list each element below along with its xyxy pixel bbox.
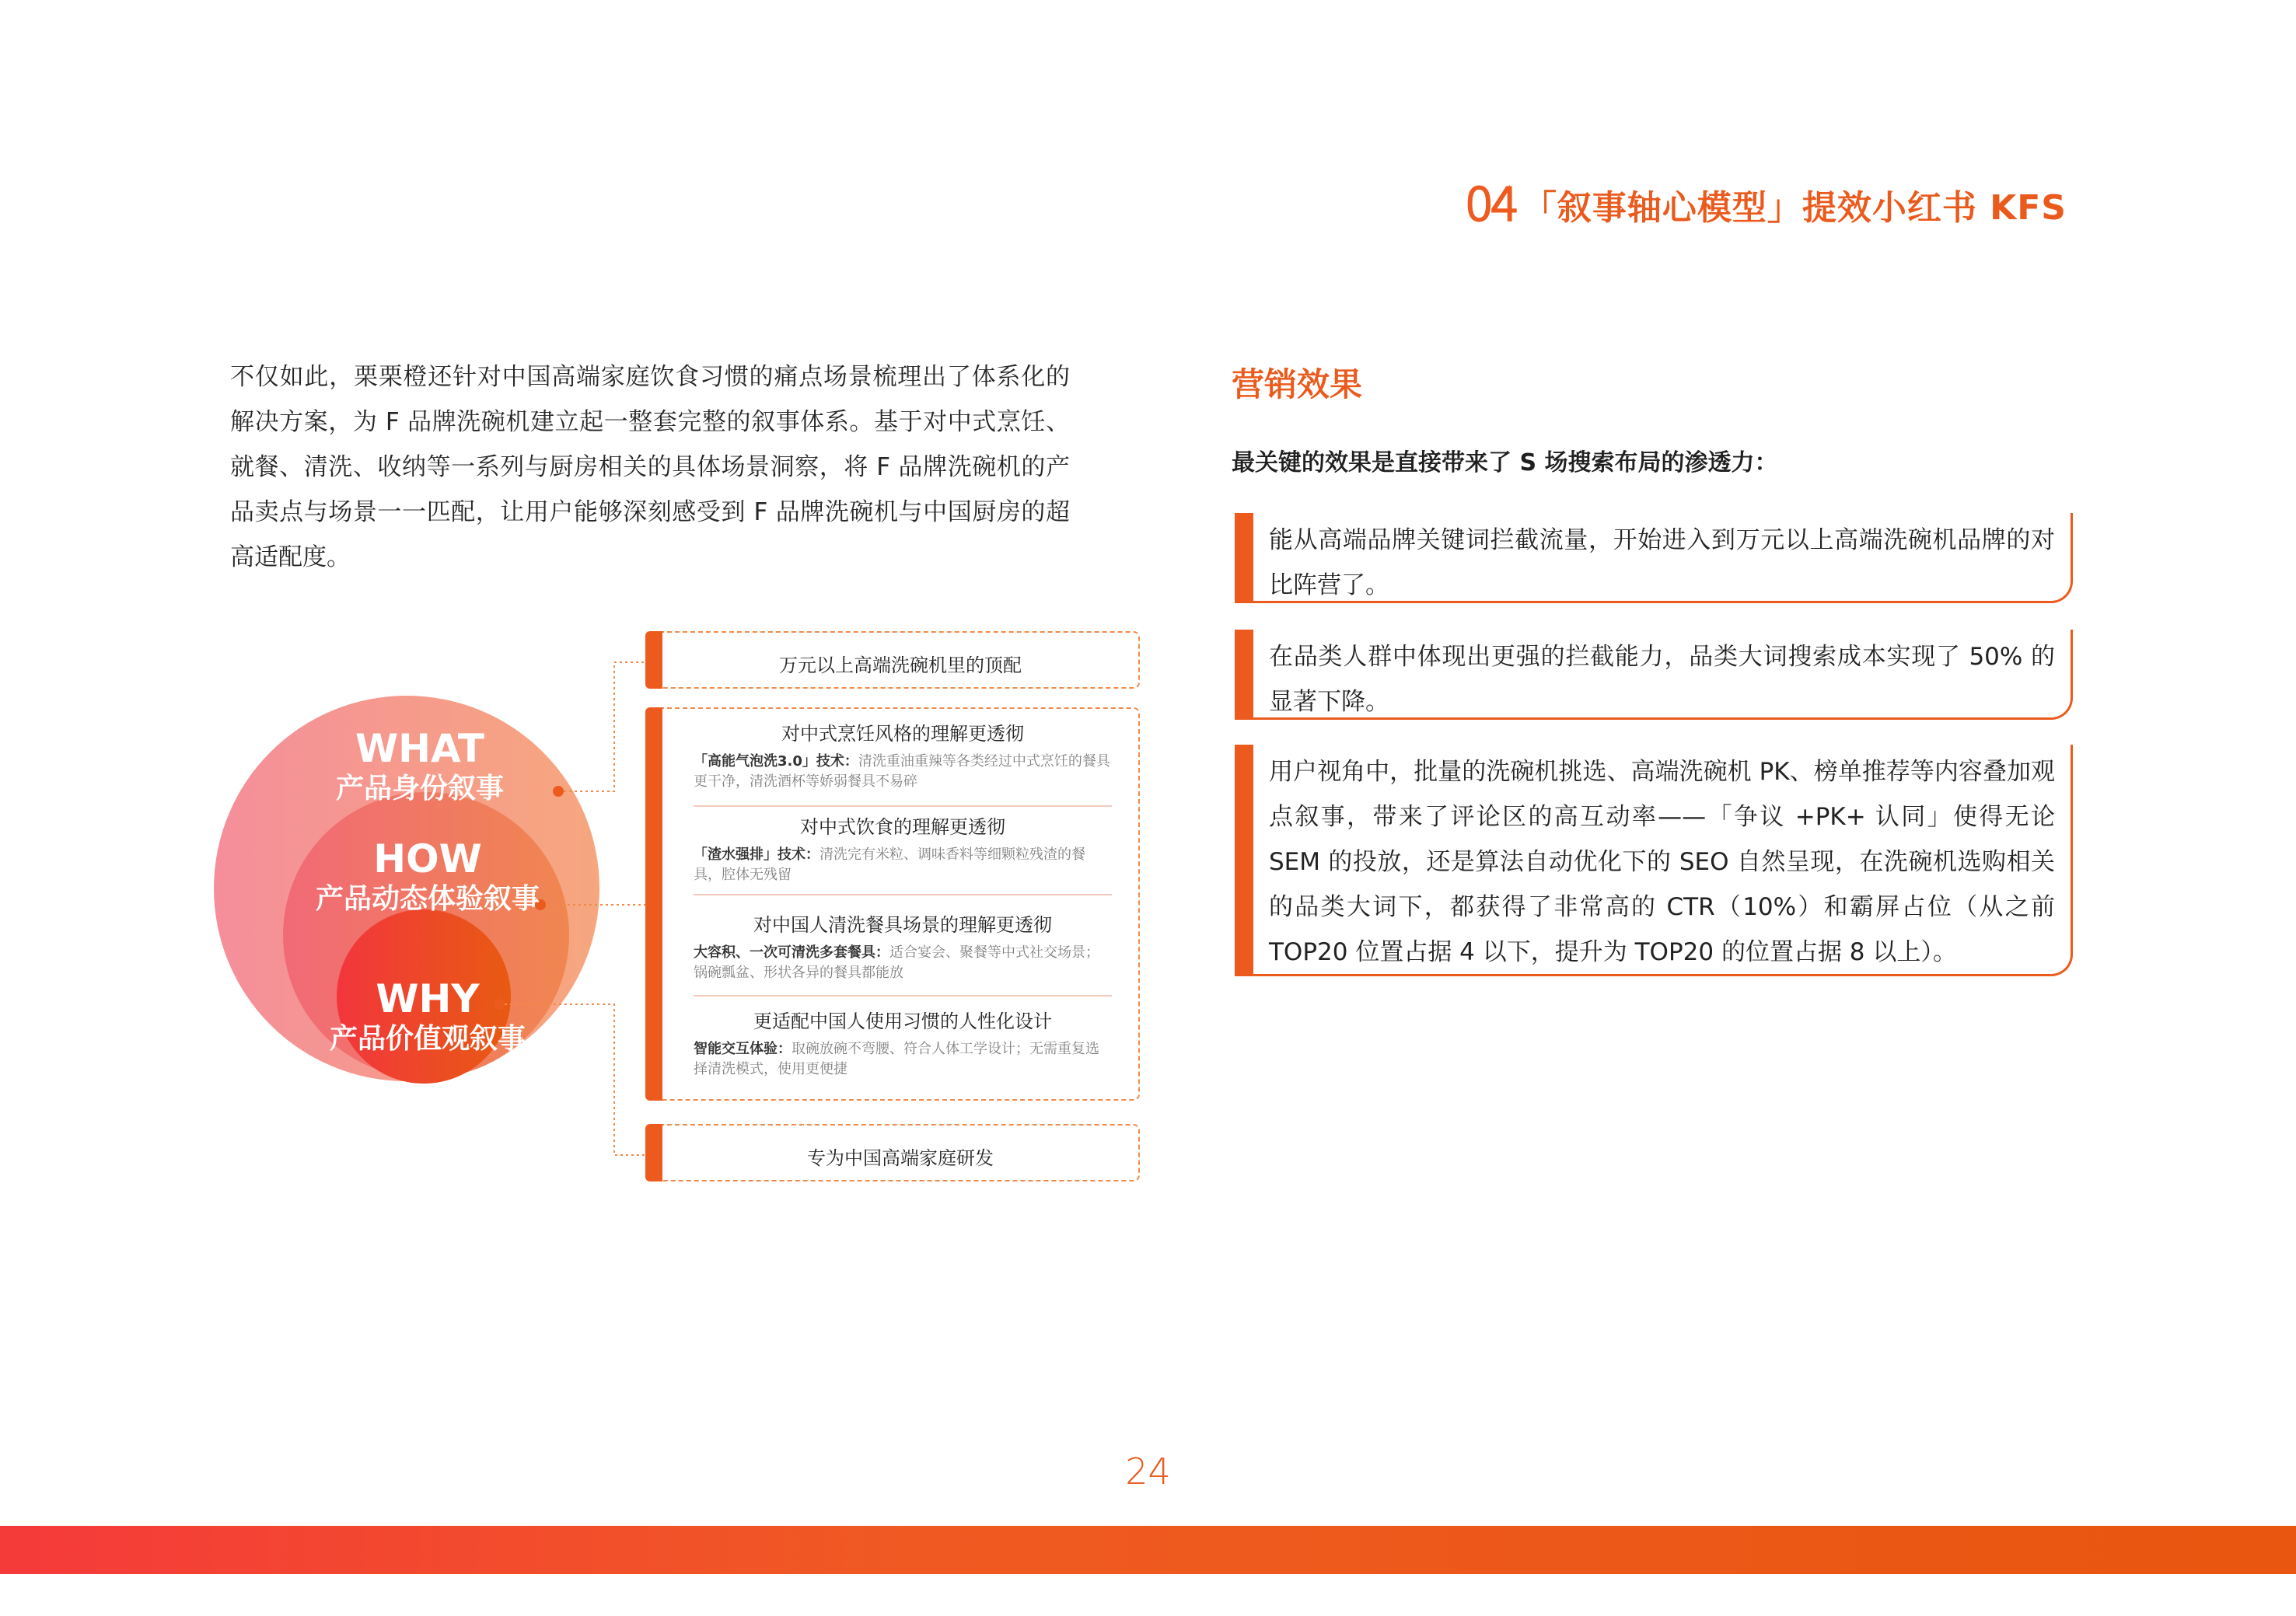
section-3-key: 大容积、一次可清洗多套餐具： <box>694 944 889 961</box>
divider-2 <box>694 894 1112 895</box>
result-item-2: 在品类人群中体现出更强的拦截能力，品类大词搜索成本实现了 50% 的显著下降。 <box>1235 630 2073 720</box>
result-item-3: 用户视角中，批量的洗碗机挑选、高端洗碗机 PK、榜单推荐等内容叠加观点叙事，带来了评论区的高互动率——「争议 +PK+ 认同」使得无论 SEM 的投放，还是算法自动优化下的 SEO 自然呈现，在洗碗机选购相关的品类大词下，都获得了非常高的 CTR（10%）和霸屏占位（从之前 TOP20 位置占据 4 以下，提升为 TOP20 的位置占据 8 以上）。 <box>1235 745 2073 976</box>
bottom-box <box>645 1124 1140 1181</box>
result-item-1: 能从高端品牌关键词拦截流量，开始进入到万元以上高端洗碗机品牌的对比阵营了。 <box>1235 513 2073 603</box>
section-2-key: 「渣水强排」技术： <box>694 846 820 863</box>
what-label <box>288 726 552 807</box>
section-4-body <box>694 1039 1112 1080</box>
section-3-text: 适合宴会、聚餐等中式社交场景；锅碗瓢盆、形状各异的餐具都能放 <box>694 944 1099 981</box>
section-4 <box>694 1006 1112 1080</box>
section-3-body <box>694 943 1112 983</box>
section-number: 04 <box>1465 178 1516 231</box>
section-4-text: 取碗放碗不弯腰、符合人体工学设计；无需重复选择清洗模式，使用更便捷 <box>694 1041 1099 1077</box>
section-1-key: 「高能气泡洗3.0」技术： <box>694 753 858 770</box>
footer-bar <box>0 1526 2296 1574</box>
results-subheading: 最关键的效果是直接带来了 S 场搜索布局的渗透力： <box>1232 449 1778 476</box>
page-number: 24 <box>1125 1450 1171 1492</box>
divider-1 <box>694 805 1112 807</box>
how-zh: 产品动态体验叙事 <box>315 883 540 915</box>
top-box-title: 万元以上高端洗碗机里的顶配 <box>779 654 1022 676</box>
why-zh: 产品价值观叙事 <box>329 1023 526 1055</box>
connector-what <box>558 662 645 791</box>
section-3 <box>694 909 1112 983</box>
section-1-text: 清洗重油重辣等各类经过中式烹饪的餐具更干净，清洗酒杯等娇弱餐具不易碎 <box>694 753 1110 790</box>
section-2-text: 清洗完有米粒、调味香料等细颗粒残渣的餐具，腔体无残留 <box>694 846 1085 883</box>
section-title: 「叙事轴心模型」提效小红书 KFS <box>1522 188 2067 228</box>
why-en: WHY <box>376 976 480 1021</box>
how-en: HOW <box>373 836 482 881</box>
divider-3 <box>694 995 1112 996</box>
top-box <box>645 631 1140 689</box>
why-label <box>295 976 560 1057</box>
section-header <box>1465 177 2067 232</box>
middle-box <box>645 707 1140 1101</box>
results-heading: 营销效果 <box>1232 365 1363 403</box>
section-1 <box>694 718 1112 792</box>
what-zh: 产品身份叙事 <box>335 773 504 805</box>
section-1-body <box>694 752 1112 792</box>
section-2 <box>694 811 1112 885</box>
section-1-title: 对中式烹饪风格的理解更透彻 <box>781 723 1024 745</box>
section-4-key: 智能交互体验： <box>694 1041 792 1057</box>
section-3-title: 对中国人清洗餐具场景的理解更透彻 <box>753 914 1052 936</box>
what-en: WHAT <box>355 726 484 771</box>
section-2-body <box>694 845 1112 885</box>
section-2-title: 对中式饮食的理解更透彻 <box>800 816 1005 838</box>
intro-paragraph: 不仅如此，栗栗橙还针对中国高端家庭饮食习惯的痛点场景梳理出了体系化的解决方案，为 F 品牌洗碗机建立起一整套完整的叙事体系。基于对中式烹饪、就餐、清洗、收纳等一系列与厨房相关的具体场景洞察，将 F 品牌洗碗机的产品卖点与场景一一匹配，让用户能够深刻感受到 F 品牌洗碗机与中国厨房的超高适配度。 <box>230 363 1070 571</box>
narrative-axis-diagram <box>210 622 1158 1197</box>
dot-what <box>553 786 564 797</box>
how-label <box>280 836 575 917</box>
bottom-box-title: 专为中国高端家庭研发 <box>807 1147 994 1169</box>
section-4-title: 更适配中国人使用习惯的人性化设计 <box>753 1010 1052 1032</box>
